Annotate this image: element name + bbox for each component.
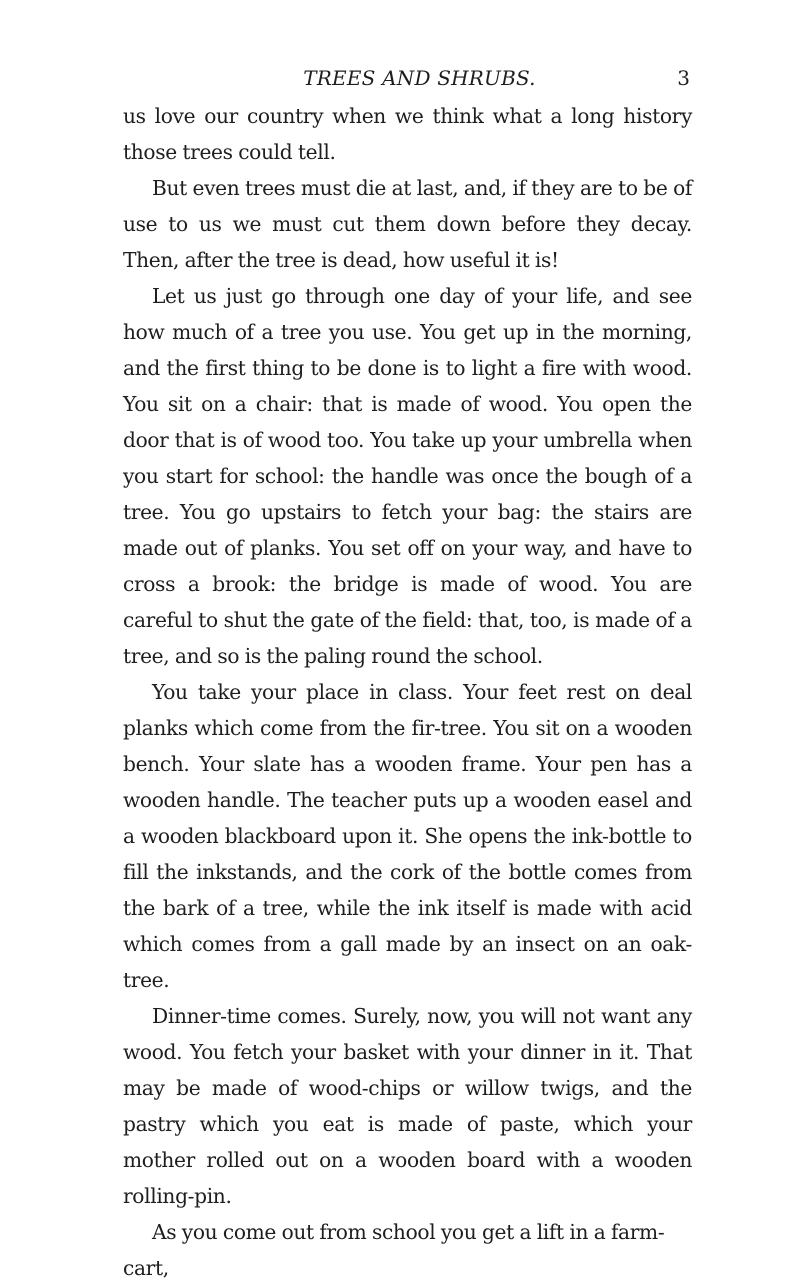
paragraph: You take your place in class. Your feet rest on deal planks which come from the fir-tree. You sit on a wooden bench. Your slate has a wooden frame. Your pen has a wooden handle. The teacher puts up a wooden easel and a wooden blackboard upon it. She opens the ink-bottle to fill the inkstands, and the cork of the bottle comes from the bark of a tree, while the ink itself is made with acid which comes from a gall made by an insect on an oak-tree. [123,680,692,992]
page-number: 3 [677,66,690,90]
body-text [123,98,692,1286]
paragraph: But even trees must die at last, and, if they are to be of use to us we must cut them down before they decay. Then, after the tree is dead, how useful it is! [123,176,692,272]
paragraph: Dinner-time comes. Surely, now, you will not want any wood. You fetch your basket with your dinner in it. That may be made of wood-chips or willow twigs, and the pastry which you eat is made of paste, which your mother rolled out on a wooden board with a wooden rolling-pin. [123,1004,692,1208]
paragraph: Let us just go through one day of your life, and see how much of a tree you use. You get up in the morning, and the first thing to be done is to light a fire with wood. You sit on a chair: that is made of wood. You open the door that is of wood too. You take up your umbrella when you start for school: the handle was once the bough of a tree. You go upstairs to fetch your bag: the stairs are made out of planks. You set off on your way, and have to cross a brook: the bridge is made of wood. You are careful to shut the gate of the field: that, too, is made of a tree, and so is the paling round the school. [123,284,692,668]
running-header [123,60,692,98]
book-page [123,60,692,1286]
paragraph-truncated: As you come out from school you get a lift in a farm-cart, [123,1220,665,1280]
paragraph-continued: us love our country when we think what a long history those trees could tell. [123,104,692,164]
running-title: TREES AND SHRUBS. [303,66,536,90]
